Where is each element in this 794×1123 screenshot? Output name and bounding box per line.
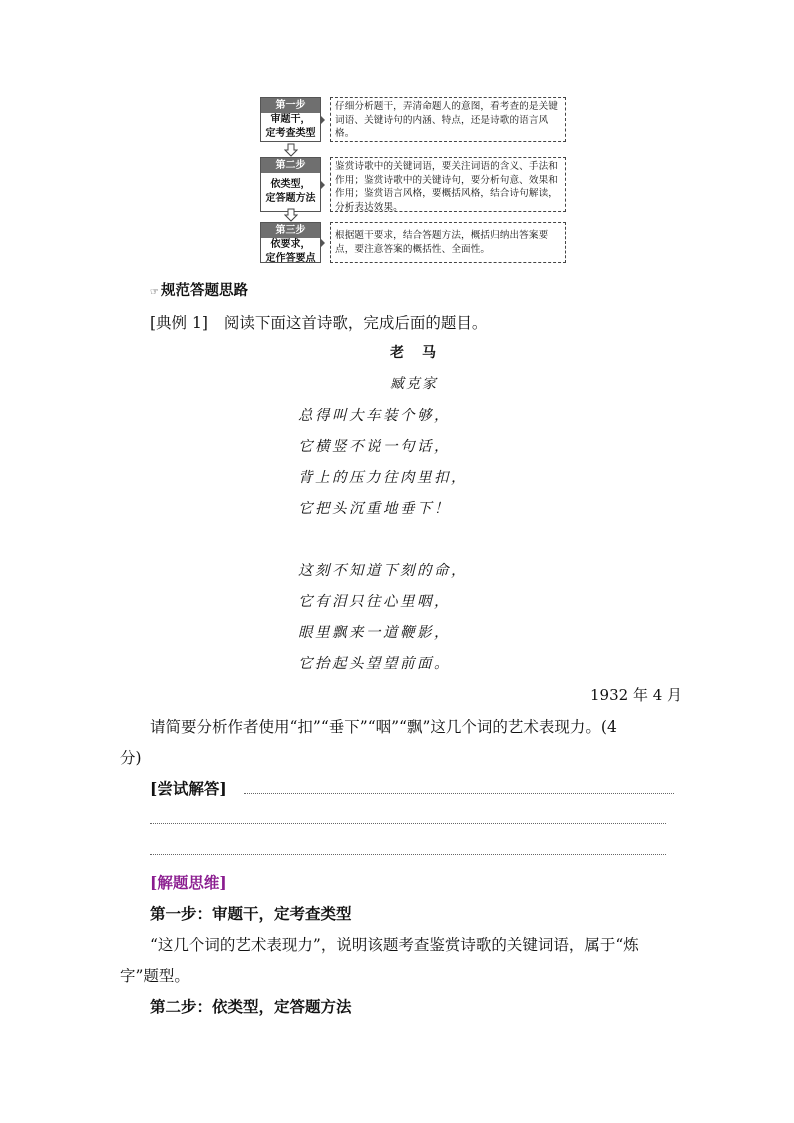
arrow-down-icon [284, 143, 298, 157]
example-instruction-line [150, 311, 487, 333]
poem-line: 它有泪只往心里咽， [298, 594, 451, 610]
thinking-label: [解题思维] [150, 873, 227, 892]
example-instruction: 阅读下面这首诗歌，完成后面的题目。 [223, 314, 488, 332]
thinking-step-1-line-2: 字”题型。 [120, 967, 190, 985]
poem-line: 它抬起头望望前面。 [298, 656, 451, 672]
step-2-head: 第二步 [261, 158, 320, 173]
step-2-sub1: 依类型， [270, 179, 311, 190]
arrow-right-icon [321, 181, 329, 189]
section-title-text: 规范答题思路 [160, 282, 248, 299]
poem-line: 背上的压力往肉里扣， [298, 470, 468, 486]
poem-author: 臧克家 [390, 376, 438, 392]
step-1-box [260, 97, 321, 142]
answer-line[interactable] [150, 854, 666, 855]
step-3-head: 第三步 [261, 223, 320, 238]
answer-line[interactable] [150, 823, 666, 824]
arrow-down-icon [284, 208, 298, 222]
step-2-sub2: 定答题方法 [265, 193, 316, 204]
step-2-desc: 鉴赏诗歌中的关键词语，要关注词语的含义、手法和作用；鉴赏诗歌中的关键诗句，要分析句意、效果和作用；鉴赏语言风格，要概括风格，结合诗句解读，分析表达效果。 [330, 157, 566, 212]
step-3-box [260, 222, 321, 263]
answer-line[interactable] [244, 793, 674, 794]
flow-step-1 [260, 97, 566, 142]
section-title [150, 279, 248, 300]
thinking-step-1-title: 第一步：审题干，定考查类型 [150, 904, 352, 923]
pointing-hand-icon: ☞ [150, 287, 159, 298]
poem-line: 总得叫大车装个够， [298, 408, 451, 424]
question-line-2: 分) [120, 749, 142, 767]
flow-step-3 [260, 222, 566, 263]
arrow-right-icon [321, 239, 329, 247]
poem-date: 1932 年 4 月 [590, 686, 683, 704]
step-1-head: 第一步 [261, 98, 320, 113]
example-label: [典例 1] [150, 314, 208, 332]
arrow-right-icon [321, 116, 329, 124]
poem-line: 眼里飘来一道鞭影， [298, 625, 451, 641]
step-3-sub2: 定作答要点 [265, 253, 316, 264]
step-2-box [260, 157, 321, 212]
poem-line: 这刻不知道下刻的命， [298, 563, 468, 579]
thinking-step-2-title: 第二步：依类型，定答题方法 [150, 997, 352, 1016]
thinking-step-1-line-1: “这几个词的艺术表现力”，说明该题考查鉴赏诗歌的关键词语，属于“炼 [150, 936, 639, 954]
step-1-sub1: 审题干， [270, 114, 311, 125]
step-3-sub1: 依要求， [270, 239, 311, 250]
step-1-desc: 仔细分析题干，弄清命题人的意图，看考查的是关键词语、关键诗句的内涵、特点，还是诗歌的语言风格。 [330, 97, 566, 142]
step-3-desc: 根据题干要求，结合答题方法，概括归纳出答案要点，要注意答案的概括性、全面性。 [330, 222, 566, 263]
poem-line: 它把头沉重地垂下！ [298, 501, 451, 517]
try-answer-label: [尝试解答] [150, 779, 227, 798]
poem-title: 老 马 [390, 345, 438, 361]
flow-step-2 [260, 157, 566, 212]
step-1-sub2: 定考查类型 [265, 128, 316, 139]
poem-line: 它横竖不说一句话， [298, 439, 451, 455]
question-line-1: 请简要分析作者使用“扣”“垂下”“咽”“飘”这几个词的艺术表现力。(4 [150, 718, 617, 736]
